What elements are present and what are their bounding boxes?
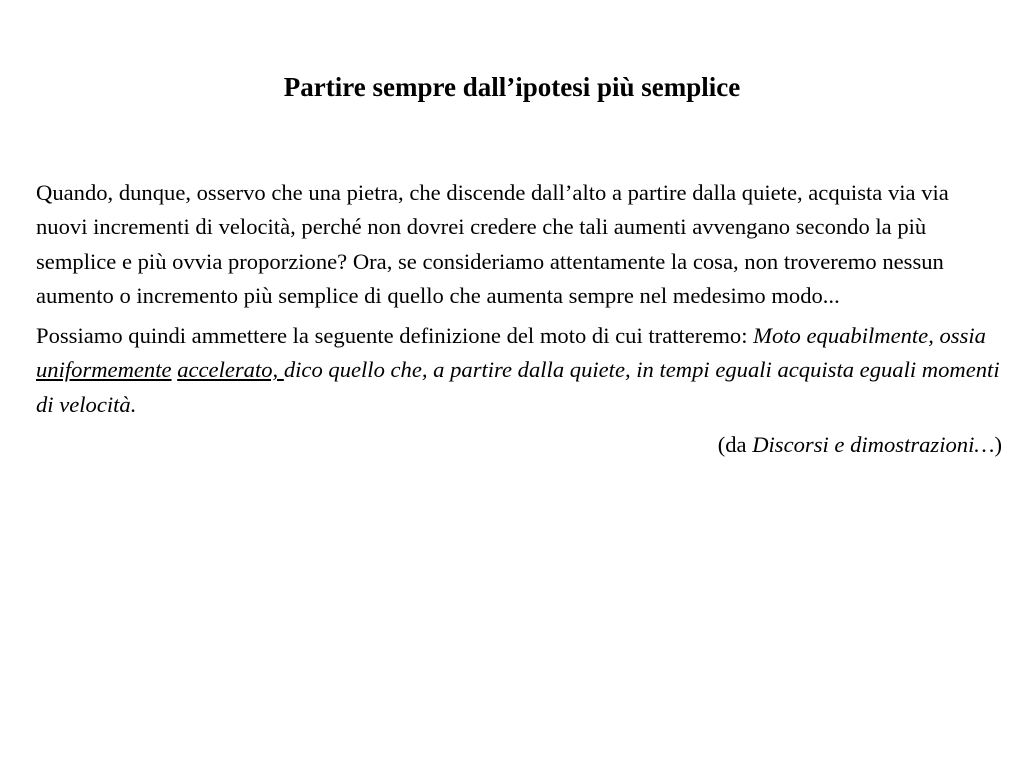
- definition-italic-tail: dico quello che, a partire dalla quiete, in tempi eguali acquista eguali momenti di velocità.: [36, 357, 1000, 417]
- citation: [36, 428, 1002, 462]
- slide-body: [36, 176, 1002, 468]
- paragraph-galileo-reasoning: Quando, dunque, osservo che una pietra, che discende dall’alto a partire dalla quiete, acquista via via nuovi incrementi di velocità, perché non dovrei credere che tali aumenti avvengano secondo la più semplice e più ovvia proporzione? Ora, se consideriamo attentamente la cosa, non troveremo nessun aumento o incremento più semplice di quello che aumenta sempre nel medesimo modo...: [36, 180, 949, 308]
- definition-underlined-uniformemente: uniformemente: [36, 357, 172, 383]
- citation-close: ): [994, 432, 1002, 458]
- citation-work: Discorsi e dimostrazioni…: [752, 432, 995, 458]
- definition-underlined-accelerato: accelerato,: [177, 357, 284, 383]
- definition-intro: Possiamo quindi ammettere la seguente definizione del moto di cui tratteremo:: [36, 323, 754, 349]
- citation-open: (da: [717, 432, 753, 458]
- definition-italic-lead: Moto equabilmente, ossia: [753, 323, 986, 349]
- paragraph-definition: [36, 319, 1002, 422]
- slide-title: Partire sempre dall’ipotesi più semplice: [283, 72, 741, 102]
